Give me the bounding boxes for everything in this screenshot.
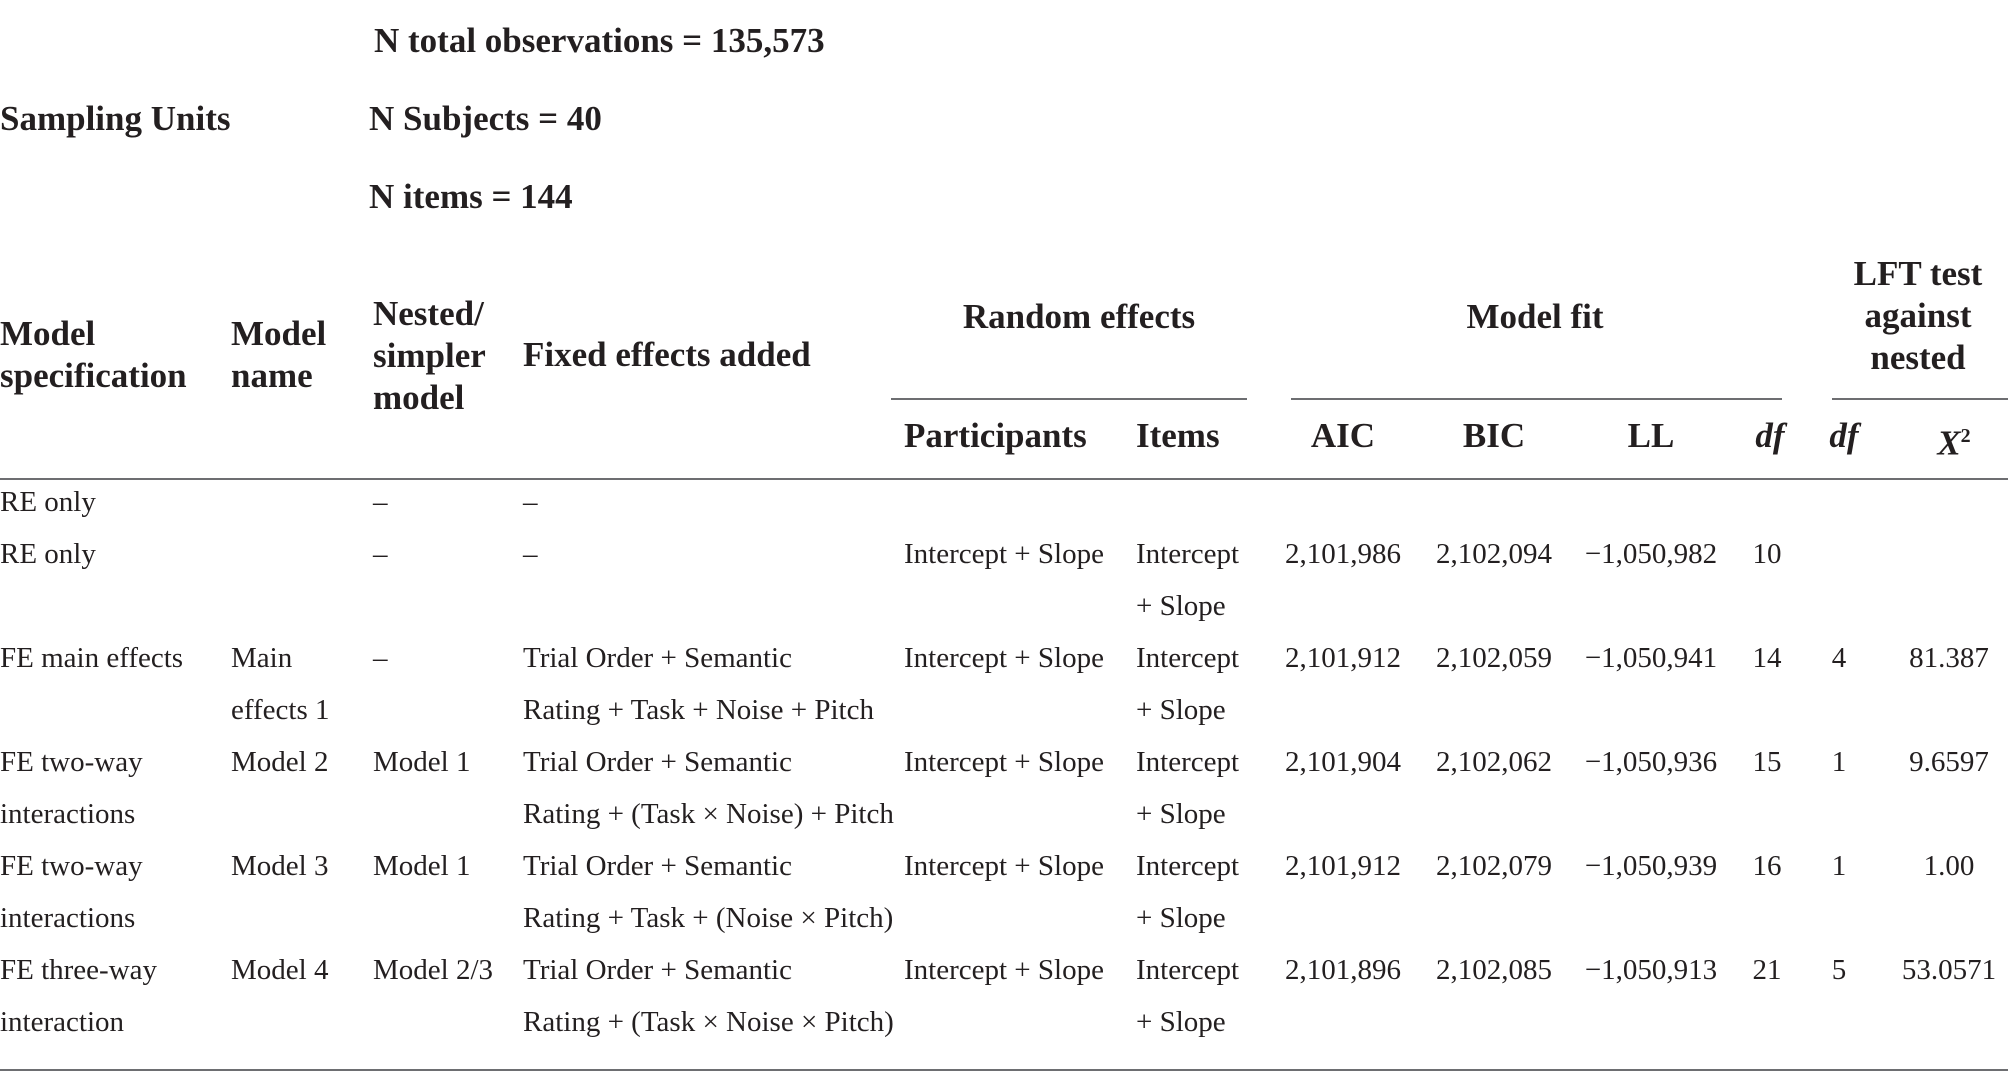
- cell-bic: 2,102,079: [1436, 850, 1552, 882]
- cell-aic: 2,101,904: [1285, 746, 1401, 778]
- cell-chi-square: 81.387: [1909, 642, 1989, 674]
- cell-name: Model 2: [231, 746, 329, 778]
- cell-nested: Model 1: [373, 746, 471, 778]
- header-chi-square: $X^2$: [1937, 423, 1971, 463]
- cell-fixed: Trial Order + Semantic Rating + Task + (Noise × Pitch): [523, 850, 894, 934]
- rule-model-fit: [1291, 398, 1782, 400]
- cell-items: Intercept + Slope: [1136, 954, 1240, 1038]
- rule-lft: [1832, 398, 2008, 400]
- cell-participants: Intercept + Slope: [904, 642, 1104, 674]
- header-model-name: Model name: [231, 314, 327, 395]
- cell-lft-df: 4: [1831, 642, 1847, 674]
- cell-participants: Intercept + Slope: [904, 538, 1104, 570]
- cell-spec: RE only: [0, 486, 96, 518]
- cell-ll: −1,050,982: [1584, 538, 1718, 570]
- cell-ll: −1,050,936: [1584, 746, 1718, 778]
- header-lft-df: df: [1829, 416, 1859, 455]
- header-participants: Participants: [904, 416, 1087, 455]
- cell-chi-square: 9.6597: [1909, 746, 1989, 778]
- sampling-units-label: Sampling Units: [0, 99, 231, 138]
- cell-nested: Model 2/3: [373, 954, 494, 986]
- rule-table-bottom: [0, 1069, 2008, 1071]
- header-ll: LL: [1627, 416, 1675, 455]
- header-model-fit: Model fit: [1466, 297, 1604, 336]
- cell-chi-square: 53.0571: [1901, 954, 1997, 986]
- cell-aic: 2,101,912: [1285, 642, 1401, 674]
- cell-spec: FE two-way interactions: [0, 746, 143, 830]
- cell-spec: FE three-way interaction: [0, 954, 158, 1038]
- cell-participants: Intercept + Slope: [904, 850, 1104, 882]
- cell-nested: –: [373, 642, 388, 674]
- cell-spec: RE only: [0, 538, 96, 570]
- cell-chi-square: 1.00: [1923, 850, 1975, 882]
- cell-lft-df: 1: [1831, 746, 1847, 778]
- cell-lft-df: 1: [1831, 850, 1847, 882]
- total-observations: N total observations = 135,573: [374, 21, 825, 60]
- header-items: Items: [1136, 416, 1220, 455]
- header-nested-model: Nested/ simpler model: [373, 294, 486, 417]
- cell-name: Model 3: [231, 850, 329, 882]
- cell-bic: 2,102,059: [1436, 642, 1552, 674]
- cell-spec: FE two-way interactions: [0, 850, 143, 934]
- cell-df: 16: [1752, 850, 1782, 882]
- cell-ll: −1,050,939: [1584, 850, 1718, 882]
- cell-fixed: Trial Order + Semantic Rating + (Task × Noise × Pitch): [523, 954, 894, 1038]
- header-df: df: [1755, 416, 1785, 455]
- cell-bic: 2,102,094: [1436, 538, 1552, 570]
- cell-df: 21: [1752, 954, 1782, 986]
- rule-header-bottom: [0, 478, 2008, 480]
- cell-nested: –: [373, 486, 388, 518]
- cell-spec: FE main effects: [0, 642, 184, 674]
- cell-df: 15: [1752, 746, 1782, 778]
- cell-name: Model 4: [231, 954, 329, 986]
- cell-nested: –: [373, 538, 388, 570]
- header-random-effects: Random effects: [962, 297, 1196, 336]
- cell-fixed: Trial Order + Semantic Rating + Task + Noise + Pitch: [523, 642, 874, 726]
- header-aic: AIC: [1310, 416, 1376, 455]
- cell-bic: 2,102,085: [1436, 954, 1552, 986]
- cell-ll: −1,050,913: [1584, 954, 1718, 986]
- header-fixed-effects: Fixed effects added: [523, 335, 811, 374]
- cell-items: Intercept + Slope: [1136, 538, 1240, 622]
- header-lft-test: LFT test against nested: [1853, 254, 1983, 377]
- cell-participants: Intercept + Slope: [904, 746, 1104, 778]
- cell-name: Main effects 1: [231, 642, 330, 726]
- cell-fixed: Trial Order + Semantic Rating + (Task × Noise) + Pitch: [523, 746, 894, 830]
- cell-lft-df: 5: [1831, 954, 1847, 986]
- items-count: N items = 144: [369, 177, 573, 216]
- cell-items: Intercept + Slope: [1136, 850, 1240, 934]
- cell-df: 14: [1752, 642, 1782, 674]
- cell-ll: −1,050,941: [1584, 642, 1718, 674]
- cell-df: 10: [1752, 538, 1782, 570]
- cell-aic: 2,101,986: [1285, 538, 1401, 570]
- cell-aic: 2,101,896: [1285, 954, 1401, 986]
- cell-fixed: –: [523, 538, 538, 570]
- cell-fixed: –: [523, 486, 538, 518]
- cell-participants: Intercept + Slope: [904, 954, 1104, 986]
- header-model-specification: Model specification: [0, 314, 187, 395]
- cell-items: Intercept + Slope: [1136, 642, 1240, 726]
- cell-aic: 2,101,912: [1285, 850, 1401, 882]
- cell-items: Intercept + Slope: [1136, 746, 1240, 830]
- cell-nested: Model 1: [373, 850, 471, 882]
- rule-random-effects: [891, 398, 1247, 400]
- subjects-count: N Subjects = 40: [369, 99, 602, 138]
- header-bic: BIC: [1462, 416, 1526, 455]
- cell-bic: 2,102,062: [1436, 746, 1552, 778]
